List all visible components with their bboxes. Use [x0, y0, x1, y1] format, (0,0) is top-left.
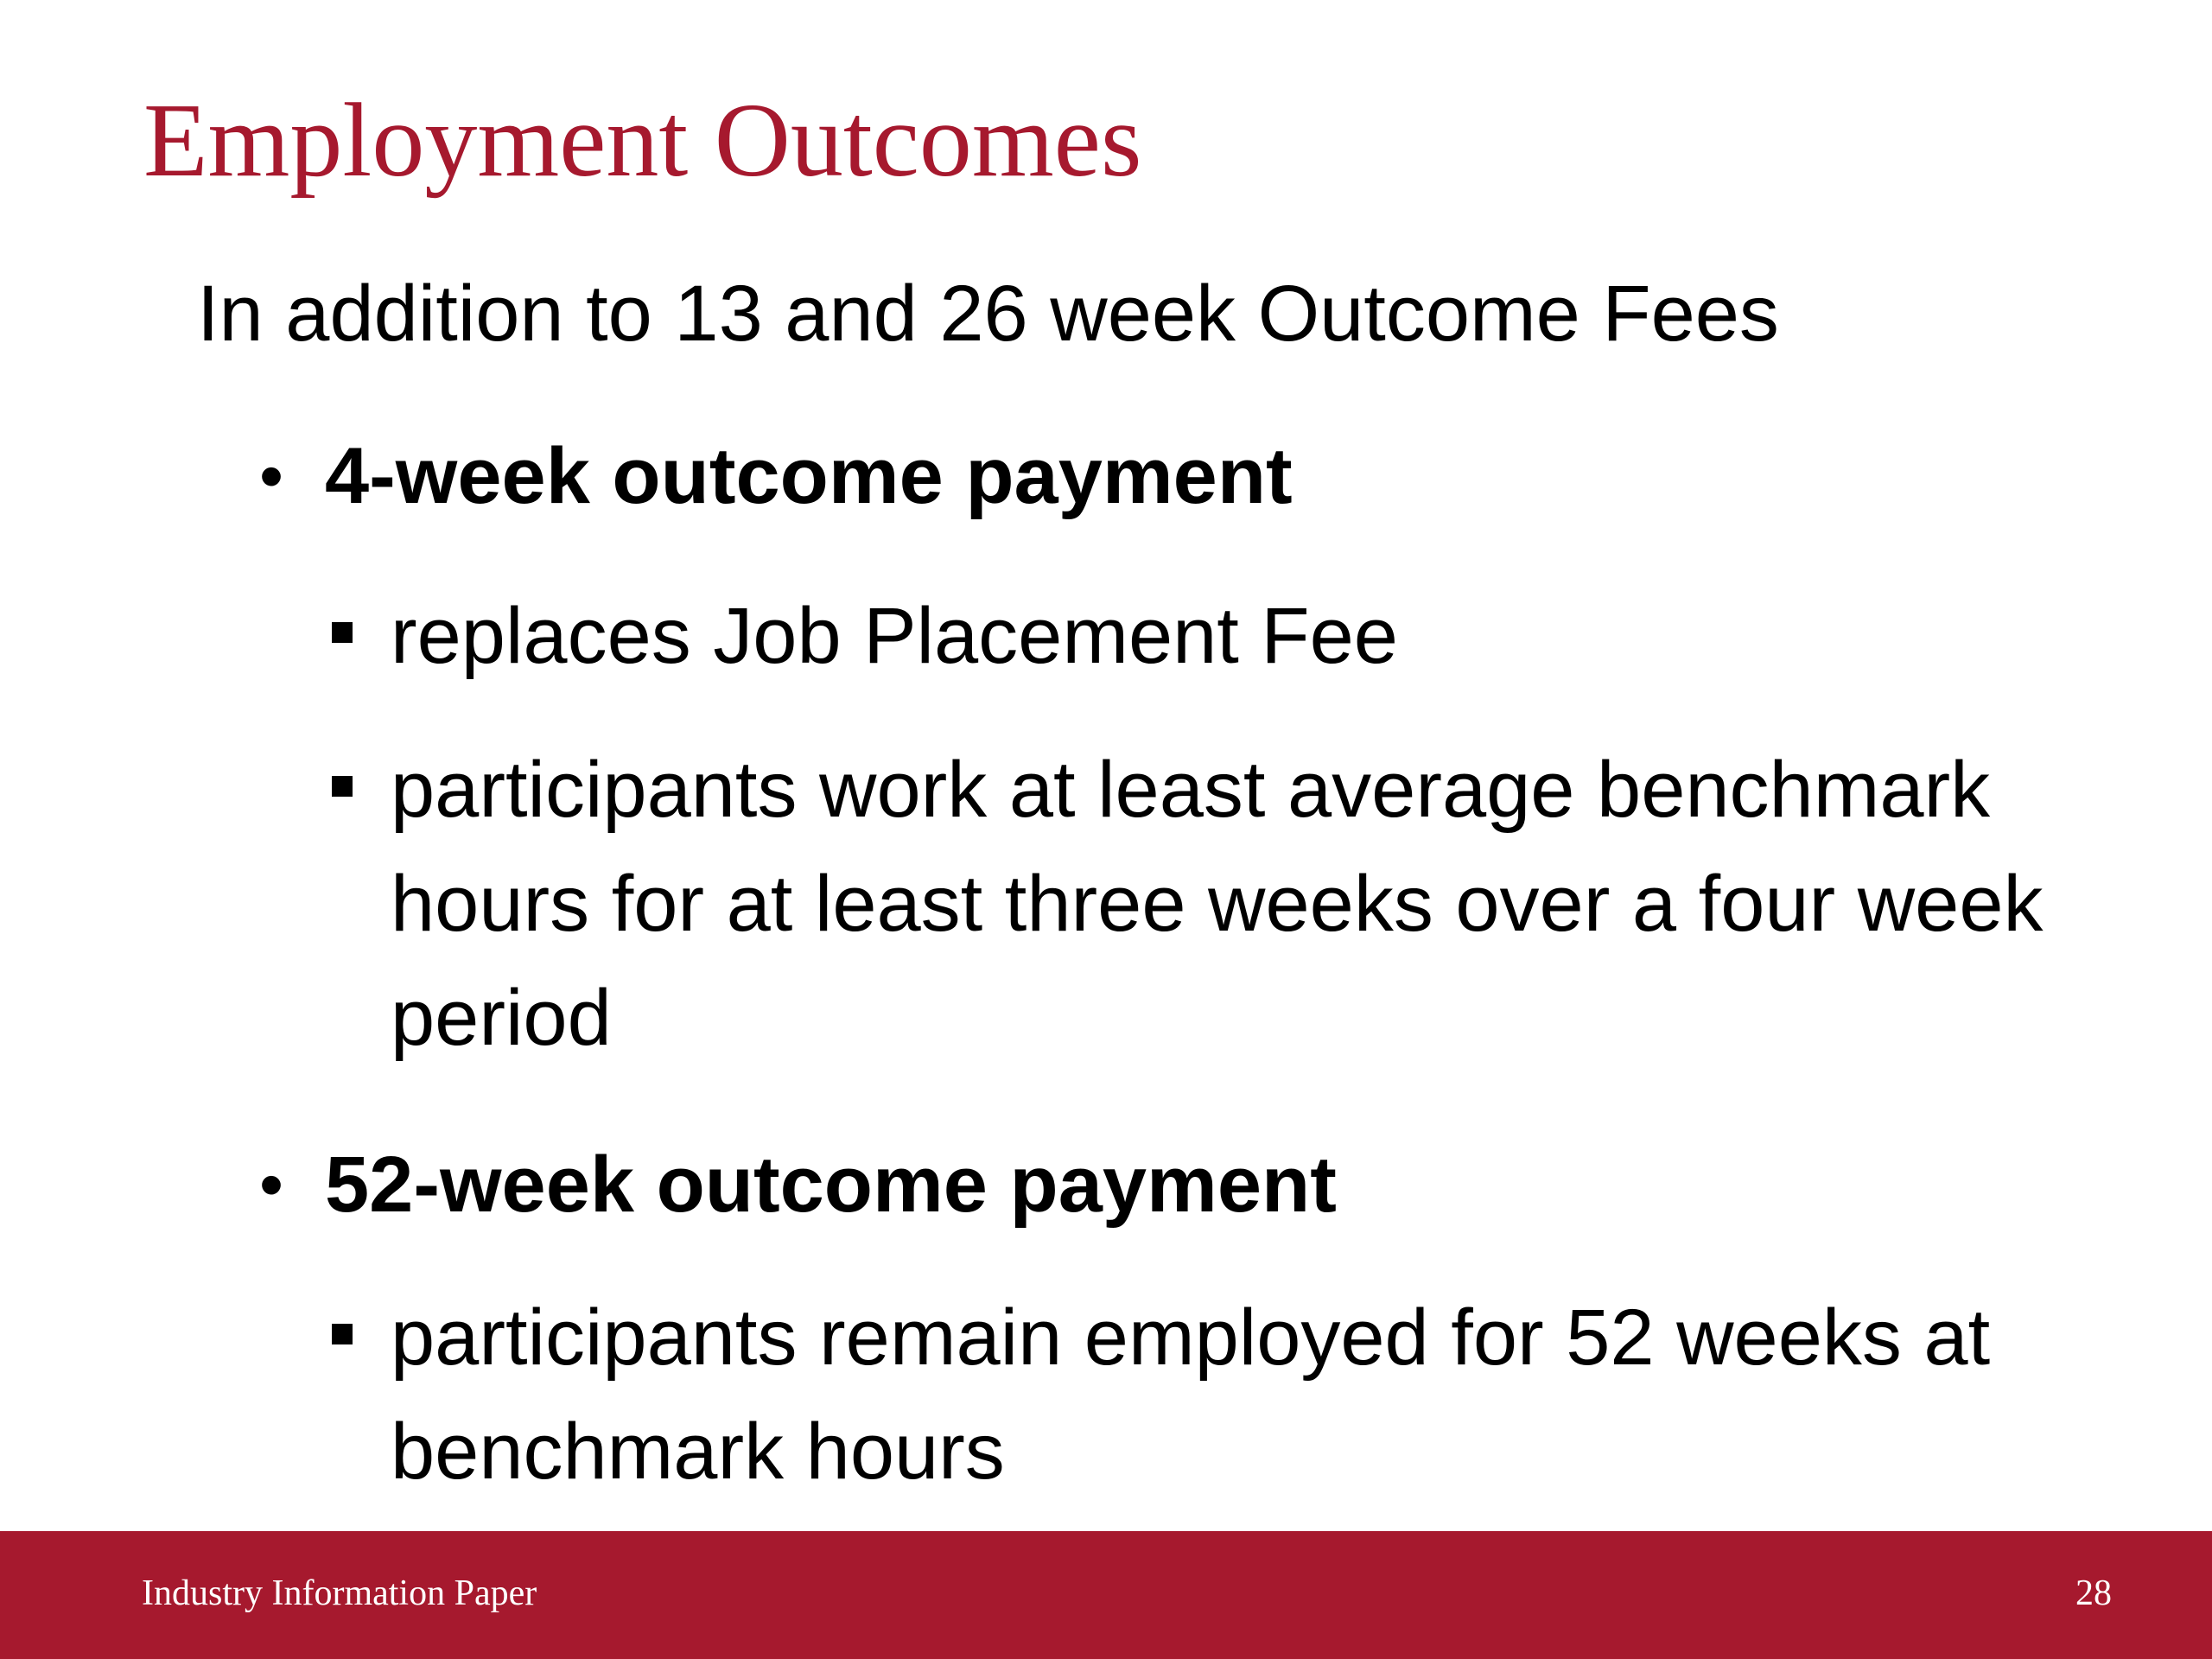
- bullet-label: 4-week outcome payment: [325, 432, 1293, 520]
- square-bullet-icon: [332, 622, 353, 643]
- footer-bar: [0, 1531, 2212, 1659]
- slide-title: Employment Outcomes: [143, 82, 1142, 199]
- subitem-text: participants work at least average benchmark hours for at least three weeks over a four week period: [391, 746, 2044, 1062]
- subitem-text: replaces Job Placement Fee: [391, 592, 1398, 680]
- footer-document-title: Industry Information Paper: [142, 1573, 537, 1613]
- page-number: 28: [2075, 1573, 2112, 1613]
- square-bullet-icon: [332, 1324, 353, 1344]
- bullet-label: 52-week outcome payment: [325, 1141, 1337, 1229]
- subitem-text: participants remain employed for 52 weeks at benchmark hours: [391, 1294, 1991, 1496]
- square-bullet-icon: [332, 776, 353, 797]
- bullet-dot-icon: •: [259, 437, 284, 514]
- intro-text: In addition to 13 and 26 week Outcome Fees: [197, 270, 1779, 358]
- bullet-dot-icon: •: [259, 1146, 284, 1223]
